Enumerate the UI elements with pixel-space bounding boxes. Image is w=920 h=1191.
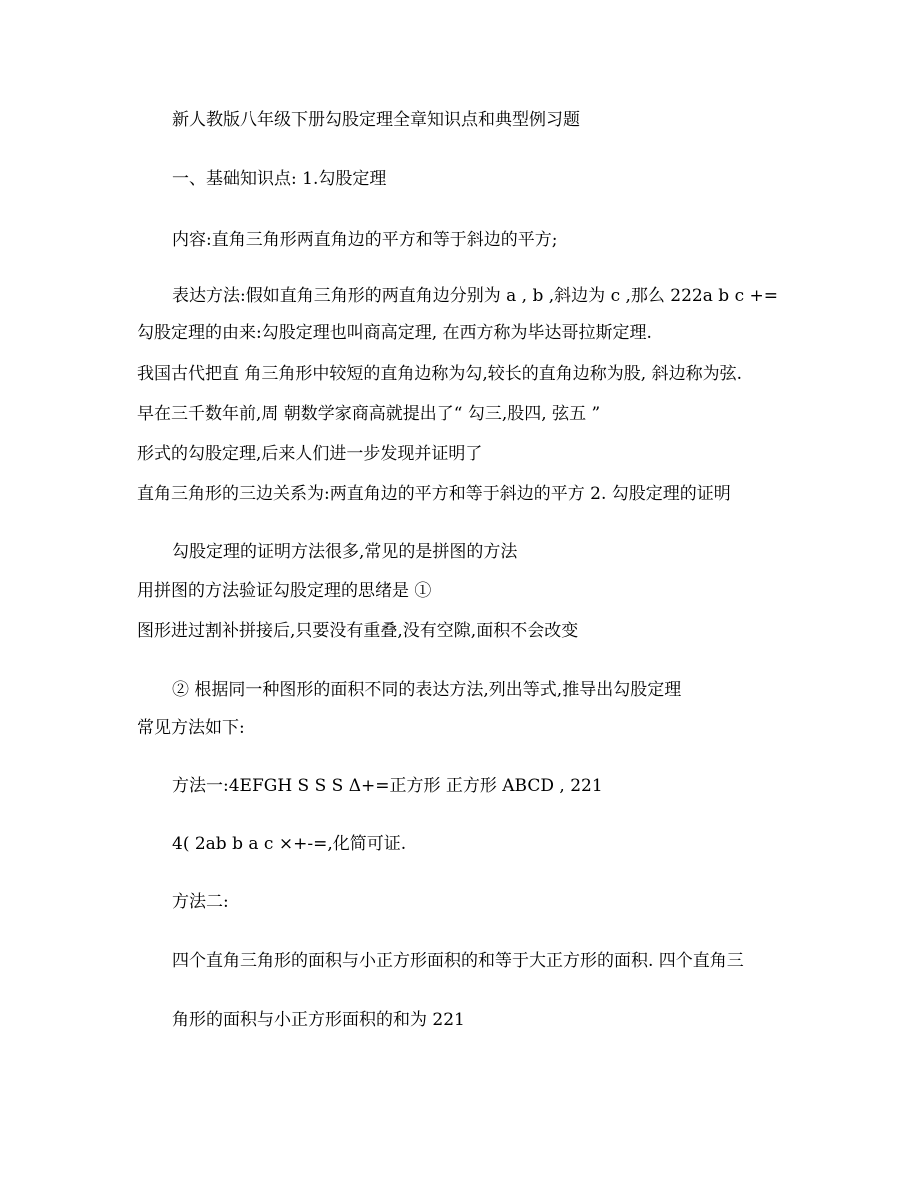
paragraph-line: 角形的面积与小正方形面积的和为 221 <box>172 1010 465 1030</box>
paragraph-line: 用拼图的方法验证勾股定理的思绪是 ① <box>137 581 432 601</box>
paragraph-line: 表达方法:假如直角三角形的两直角边分别为 a , b ,斜边为 c ,那么 222a b c += <box>172 286 778 306</box>
paragraph-line: 内容:直角三角形两直角边的平方和等于斜边的平方; <box>172 230 558 250</box>
paragraph-line: 方法二: <box>172 892 229 912</box>
formula-line: 方法一:4EFGH S S S Δ+=正方形 正方形 ABCD , 221 <box>172 776 603 796</box>
paragraph-line: 图形进过割补拼接后,只要没有重叠,没有空隙,面积不会改变 <box>137 621 579 641</box>
paragraph-line: 我国古代把直 角三角形中较短的直角边称为勾,较长的直角边称为股, 斜边称为弦. <box>137 364 743 384</box>
paragraph-line: 形式的勾股定理,后来人们进一步发现并证明了 <box>137 444 483 464</box>
paragraph-line: 勾股定理的由来:勾股定理也叫商高定理, 在西方称为毕达哥拉斯定理. <box>137 323 652 343</box>
section-heading: 一、基础知识点: 1.勾股定理 <box>172 169 387 189</box>
document-title: 新人教版八年级下册勾股定理全章知识点和典型例习题 <box>172 110 580 130</box>
paragraph-line: 直角三角形的三边关系为:两直角边的平方和等于斜边的平方 2. 勾股定理的证明 <box>137 484 731 504</box>
paragraph-line: 四个直角三角形的面积与小正方形面积的和等于大正方形的面积. 四个直角三 <box>172 951 744 971</box>
paragraph-line: 勾股定理的证明方法很多,常见的是拼图的方法 <box>172 542 518 562</box>
paragraph-line: ② 根据同一种图形的面积不同的表达方法,列出等式,推导出勾股定理 <box>172 680 682 700</box>
paragraph-line: 早在三千数年前,周 朝数学家商高就提出了“ 勾三,股四, 弦五 ” <box>137 404 601 424</box>
paragraph-line: 常见方法如下: <box>137 718 245 738</box>
formula-line: 4( 2ab b a c ×+-=,化简可证. <box>172 834 407 854</box>
